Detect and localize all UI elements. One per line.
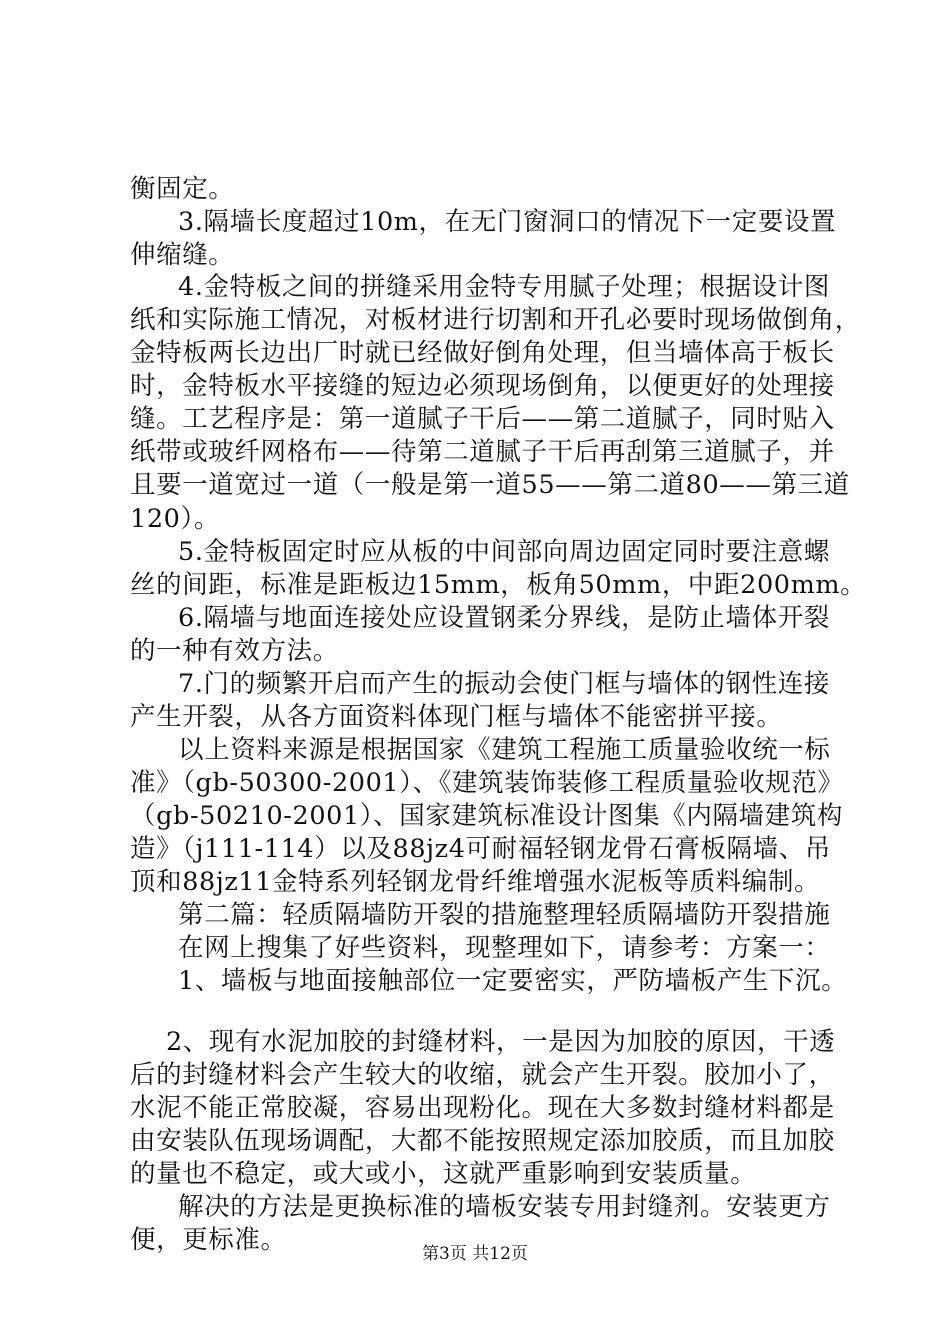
page-number-footer: 第3页 共12页 bbox=[422, 1244, 528, 1264]
text-line: 造》（j111-114）以及88jz4可耐福轻钢龙骨石膏板隔墙、吊 bbox=[130, 834, 831, 864]
text-line: 7.门的频繁开启而产生的振动会使门框与墙体的钢性连接 bbox=[178, 669, 830, 699]
text-line: 4.金特板之间的拼缝采用金特专用腻子处理；根据设计图 bbox=[178, 272, 830, 302]
text-line: 便，更标准。 bbox=[130, 1225, 287, 1255]
text-line: 衡固定。 bbox=[130, 174, 235, 204]
text-line: 纸带或玻纤网格布——待第二道腻子干后再刮第三道腻子，并 bbox=[130, 437, 835, 467]
text-line: 1、墙板与地面接触部位一定要密实，严防墙板产生下沉。 bbox=[178, 966, 848, 996]
text-line: 6.隔墙与地面连接处应设置钢柔分界线，是防止墙体开裂 bbox=[178, 603, 830, 633]
text-line: 时，金特板水平接缝的短边必须现场倒角，以便更好的处理接 bbox=[130, 371, 835, 401]
text-line: 在网上搜集了好些资料，现整理如下，请参考：方案一： bbox=[178, 933, 831, 963]
text-line: 以上资料来源是根据国家《建筑工程施工质量验收统一标 bbox=[178, 735, 831, 765]
text-line: 产生开裂，从各方面资料体现门框与墙体不能密拼平接。 bbox=[130, 702, 783, 732]
text-line: 水泥不能正常胶凝，容易出现粉化。现在大多数封缝材料都是 bbox=[130, 1093, 835, 1123]
text-line: 伸缩缝。 bbox=[130, 240, 235, 270]
text-line: 由安装队伍现场调配，大都不能按照规定添加胶质，而且加胶 bbox=[130, 1126, 835, 1156]
text-line: 第二篇：轻质隔墙防开裂的措施整理轻质隔墙防开裂措施 bbox=[178, 900, 831, 930]
text-line: 后的封缝材料会产生较大的收缩，就会产生开裂。胶加小了， bbox=[130, 1060, 835, 1090]
text-line: 金特板两长边出厂时就已经做好倒角处理，但当墙体高于板长 bbox=[130, 338, 835, 368]
text-line: 2、现有水泥加胶的封缝材料，一是因为加胶的原因，干透 bbox=[166, 1027, 836, 1057]
text-line: 120）。 bbox=[130, 504, 220, 534]
text-line: 的一种有效方法。 bbox=[130, 636, 339, 666]
text-line: 顶和88jz11金特系列轻钢龙骨纤维增强水泥板等质料编制。 bbox=[130, 867, 821, 897]
text-line: 的量也不稳定，或大或小，这就严重影响到安装质量。 bbox=[130, 1159, 757, 1189]
text-line: 且要一道宽过一道（一般是第一道55——第二道80——第三道 bbox=[130, 470, 850, 500]
text-line: 准》（gb-50300-2001）、《建筑装饰装修工程质量验收规范》 bbox=[130, 768, 844, 798]
text-line: 3.隔墙长度超过10m，在无门窗洞口的情况下一定要设置 bbox=[178, 207, 837, 237]
text-line: 缝。工艺程序是：第一道腻子干后——第二道腻子，同时贴入 bbox=[130, 404, 835, 434]
text-line: 丝的间距，标准是距板边15mm，板角50mm，中距200mm。 bbox=[130, 570, 867, 600]
text-line: 纸和实际施工情况，对板材进行切割和开孔必要时现场做倒角， bbox=[130, 305, 861, 335]
text-line: 解决的方法是更换标准的墙板安装专用封缝剂。安装更方 bbox=[178, 1192, 831, 1222]
text-line: 5.金特板固定时应从板的中间部向周边固定同时要注意螺 bbox=[178, 537, 830, 567]
text-line: （gb-50210-2001）、国家建筑标准设计图集《内隔墙建筑构 bbox=[130, 801, 843, 831]
